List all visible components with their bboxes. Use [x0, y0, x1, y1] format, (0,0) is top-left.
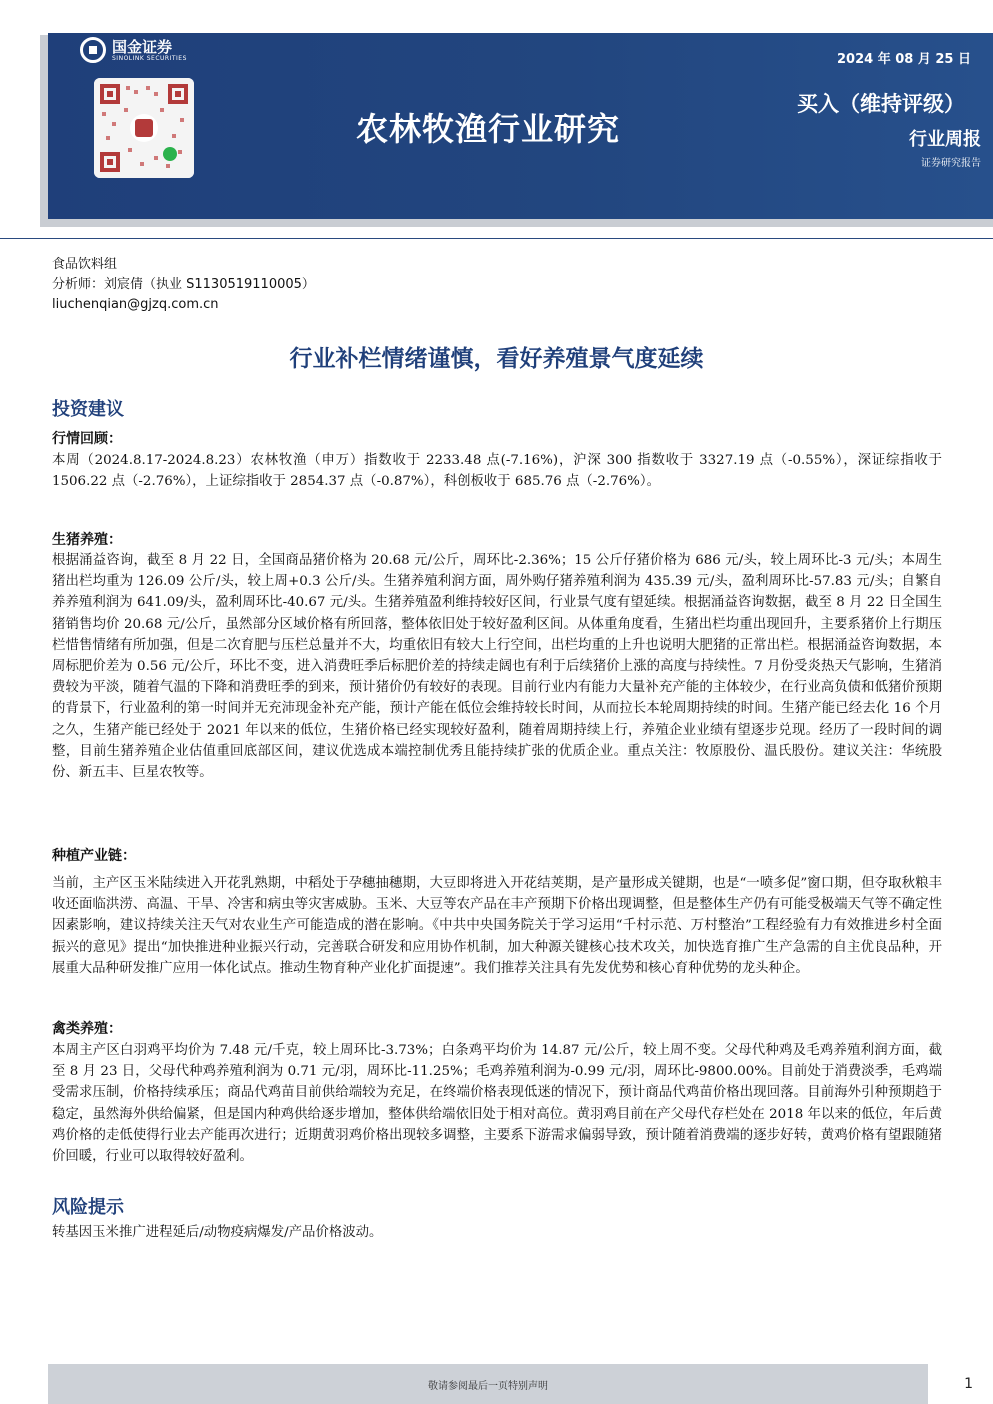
disclaimer-note: 敬请参阅最后一页特别声明 — [428, 1381, 548, 1392]
report-type: 行业周报 — [909, 129, 981, 150]
report-subtitle: 证券研究报告 — [921, 158, 981, 169]
logo-english-name: SINOLINK SECURITIES — [112, 54, 187, 62]
market-review-title: 行情回顾： — [52, 431, 122, 447]
crop-chain-text: 当前，主产区玉米陆续进入开花乳熟期，中稻处于孕穗抽穗期，大豆即将进入开花结荚期，是产量形成关键期，也是“一喷多促”窗口期，但夺取秋粮丰收还面临洪涝、高温、干旱、冷害和病虫等灾害威胁。玉米、大豆等农产品在丰产预期下价格出现调整，但是整体生产仍有可能受极端天气等不确定性因素影响，建议持续关注天气对农业生产可能造成的潜在影响。《中共中央国务院关于学习运用“千村示范、万村整治”工程经验有力有效推进乡村全面振兴的意见》提出“加快推进种业振兴行动，完善联合研发和应用协作机制，加大种源关键核心技术攻关，加快选育推广生产急需的自主优良品种，开展重大品种研发推广应用一体化试点。推动生物育种产业化扩面提速”。我们推荐关注具有先发优势和核心育种优势的龙头种企。 — [52, 876, 942, 976]
poultry-farming-title: 禽类养殖： — [52, 1021, 122, 1037]
company-logo — [80, 37, 187, 63]
pig-farming-text: 根据涌益咨询，截至 8 月 22 日，全国商品猪价格为 20.68 元/公斤，周环比-2.36%；15 公斤仔猪价格为 686 元/头，较上周环比-3 元/头；本周生猪出栏均重为 126.09 公斤/头，较上周+0.3 公斤/头。生猪养殖利润方面，周外购仔猪养殖利润为 435.39 元/头，盈利周环比-57.83 元/头；自繁自养养殖利润为 641.09/头，盈利周环比-40.67 元/头。生猪养殖盈利维持较好区间，行业景气度有望延续。根据涌益咨询数据，截至 8 月 22 日全国生猪销售均价 20.68 元/公斤，虽然部分区域价格有所回落，整体依旧处于较好盈利区间。从体重角度看，生猪出栏均重出现回升，主要系猪价上行期压栏惜售情绪有所加强，但是二次育肥与压栏总量并不大，均重依旧有较大上行空间，出栏均重的上升也说明大肥猪的正常出栏。根据涌益咨询数据，本周标肥价差为 0.56 元/公斤，环比不变，进入消费旺季后标肥价差的持续走阔也有利于后续猪价上涨的高度与持续性。7 月份受炎热天气影响，生猪消费较为平淡，随着气温的下降和消费旺季的到来，预计猪价仍有较好的表现。目前行业内有能力大量补充产能的主体较少，在行业高负债和低猪价预期的背景下，行业盈利的第一时间并无充沛现金补充产能，预计产能在低位会维持较长时间，从而拉长本轮周期持续的时间。生猪产能已经去化 16 个月之久，生猪产能已经处于 2021 年以来的低位，生猪价格已经实现较好盈利，随着周期持续上行，养殖企业业绩有望逐步兑现。经历了一段时间的调整，目前生猪养殖企业估值重回底部区间，建议优选成本端控制优秀且能持续扩张的优质企业。重点关注：牧原股份、温氏股份。建议关注：华统股份、新五丰、巨星农牧等。 — [52, 553, 942, 781]
research-group: 食品饮料组 — [52, 257, 118, 272]
page-number: 1 — [964, 1376, 973, 1392]
rating-badge: 买入（维持评级） — [797, 92, 965, 116]
qr-code-icon — [94, 78, 194, 178]
section-risk-title: 风险提示 — [52, 1197, 124, 1218]
logo-name: 国金证券 — [112, 37, 173, 56]
section-invest-title: 投资建议 — [52, 399, 124, 420]
risk-text: 转基因玉米推广进程延后/动物疫病爆发/产品价格波动。 — [52, 1225, 383, 1240]
analyst-email[interactable]: liuchenqian@gjzq.com.cn — [52, 297, 219, 312]
report-headline: 行业补栏情绪谨慎，看好养殖景气度延续 — [289, 346, 704, 372]
report-date: 2024 年 08 月 25 日 — [837, 52, 971, 67]
footer-bar — [48, 1364, 928, 1404]
crop-chain-title: 种植产业链： — [52, 848, 136, 864]
logo-mark-icon — [80, 37, 106, 63]
analyst-name: 分析师：刘宸倩（执业 S1130519110005） — [52, 277, 315, 292]
header-divider — [0, 238, 993, 239]
pig-farming-title: 生猪养殖： — [52, 532, 122, 548]
market-review-text: 本周（2024.8.17-2024.8.23）农林牧渔（申万）指数收于 2233.48 点(-7.16%)，沪深 300 指数收于 3327.19 点（-0.55%），深证综指收于 1506.22 点（-2.76%），上证综指收于 2854.37 点（-0.87%），科创板收于 685.76 点（-2.76%）。 — [52, 453, 942, 490]
report-title: 农林牧渔行业研究 — [356, 110, 621, 148]
author-info — [52, 255, 315, 315]
poultry-farming-text: 本周主产区白羽鸡平均价为 7.48 元/千克，较上周环比-3.73%；白条鸡平均价为 14.87 元/公斤，较上周不变。父母代种鸡及毛鸡养殖利润方面，截至 8 月 23 日，父母代种鸡养殖利润为 0.71 元/羽，周环比-11.25%；毛鸡养殖利润为-0.99 元/羽，周环比-9800.00%。目前处于消费淡季，毛鸡端受需求压制，价格持续承压；商品代鸡苗目前供给端较为充足，在终端价格表现低迷的情况下，预计商品代鸡苗价格出现回落。目前海外引种预期趋于稳定，虽然海外供给偏紧，但是国内种鸡供给逐步增加，整体供给端依旧处于相对高位。黄羽鸡目前在产父母代存栏处在 2018 年以来的低位，年后黄鸡价格的走低使得行业去产能再次进行；近期黄羽鸡价格出现较多调整，主要系下游需求偏弱导致，预计随着消费端的逐步好转，黄鸡价格有望跟随猪价回暖，行业可以取得较好盈利。 — [52, 1043, 942, 1165]
